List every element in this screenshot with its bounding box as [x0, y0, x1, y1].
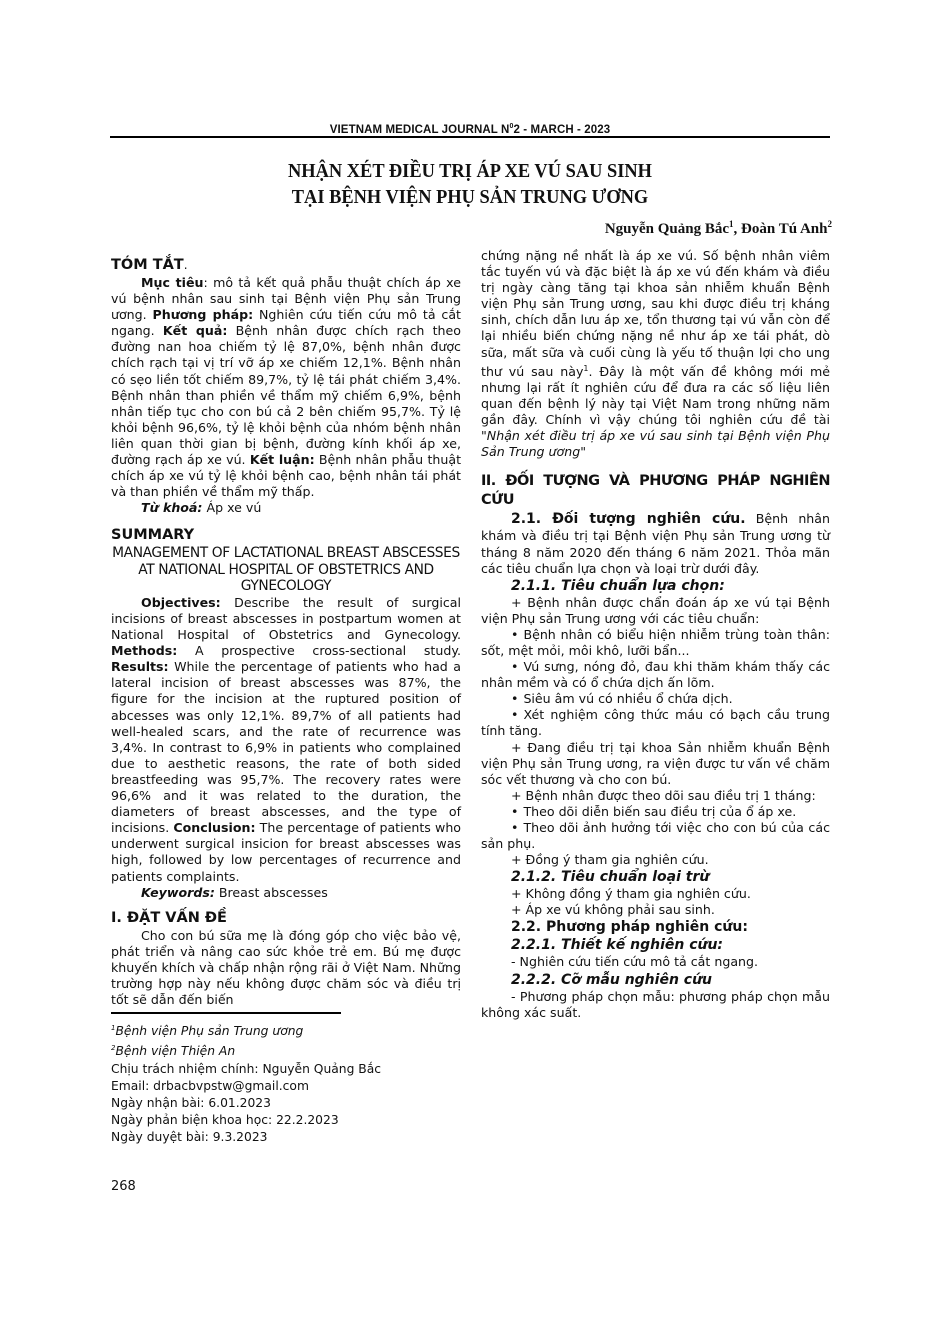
- title-line-2: TẠI BỆNH VIỆN PHỤ SẢN TRUNG ƯƠNG: [291, 186, 649, 208]
- date-accepted: Ngày duyệt bài: 9.3.2023: [111, 1130, 268, 1145]
- author-1: Nguyễn Quảng Bắc: [604, 221, 730, 237]
- section-2-1-1-heading: 2.1.1. Tiêu chuẩn lựa chọn:: [511, 577, 725, 594]
- date-reviewed: Ngày phản biện khoa học: 22.2.2023: [111, 1113, 339, 1128]
- inclusion-item: • Vú sưng, nóng đỏ, đau khi thăm khám thấy các nhân mềm và có ổ chứa dịch ấn lõm.: [481, 659, 830, 691]
- section-2-1: 2.1. Đối tượng nghiên cứu. Bệnh nhân khám và điều trị tại Bệnh viện Phụ sản Trung ương từ tháng 8 năm 2020 đến tháng 6 năm 2021. Thỏa mãn các tiêu chuẩn lựa chọn và loại trừ dưới đây.: [481, 511, 830, 576]
- journal-name: VIETNAM MEDICAL JOURNAL N: [329, 123, 510, 136]
- abstract-vi-body: Mục tiêu: mô tả kết quả phẫu thuật chích áp xe vú bệnh nhân sau sinh tại Bệnh viện Phụ sản Trung ương. Phương pháp: Nghiên cứu tiến cứu mô tả cắt ngang. Kết quả: Bệnh nhân được chích rạch theo đường nan hoa chiếm tỷ lệ 87,0%, bệnh nhân được chích rạch tại vị trí vỡ áp xe chiếm 12,1%. Bệnh nhân có sẹo liền tốt chiếm 89,7%, tỷ lệ tái phát chiếm 3,4%. Bệnh nhân than phiền về thẩm mỹ chiếm 6,9%, bệnh nhân tiếp tục cho con bú cả 2 bên chiếm 95,7%. Tỷ lệ khỏi bệnh 96,6%, tỷ lệ khỏi bệnh của nhóm bệnh nhân liên quan thời gian bị bệnh, đường kính khối áp xe, đường rạch áp xe vú. Kết luận: Bệnh nhân phẫu thuật chích áp xe vú tỷ lệ khỏi bệnh cao, bệnh nhân tái phát và than phiền về thẩm mỹ thấp.: [111, 275, 462, 500]
- issue-superscript: 0: [509, 123, 514, 130]
- exclusion-item: + Không đồng ý tham gia nghiên cứu.: [511, 886, 751, 902]
- objective-label: Mục tiêu: [141, 275, 204, 290]
- article-title: [139, 158, 801, 210]
- section-2-2-1-text: - Nghiên cứu tiến cứu mô tả cắt ngang.: [511, 954, 759, 970]
- right-column: [481, 248, 830, 1021]
- author-list: Nguyễn Quảng Bắc$^1$, Đoàn Tú Anh$^2$: [604, 219, 832, 237]
- author-2: Đoàn Tú Anh: [741, 221, 828, 237]
- methods-label: Phương pháp:: [152, 307, 254, 323]
- section-2-2-2-heading: 2.2.2. Cỡ mẫu nghiên cứu: [511, 971, 713, 988]
- page-number: 268: [111, 1179, 136, 1194]
- inclusion-item: • Theo dõi diễn biến sau điều trị của ổ áp xe.: [481, 804, 830, 820]
- running-header: [110, 123, 830, 136]
- date-received: Ngày nhận bài: 6.01.2023: [111, 1096, 271, 1110]
- exclusion-item: + Áp xe vú không phải sau sinh.: [511, 902, 715, 918]
- summary-title: MANAGEMENT OF LACTATIONAL BREAST ABSCESSES AT NATIONAL HOSPITAL OF OBSTETRICS AND GYNECOLOGY: [112, 545, 460, 595]
- section-2-2-heading: 2.2. Phương pháp nghiên cứu:: [511, 919, 748, 936]
- keywords-vi: Từ khoá: Áp xe vú: [141, 500, 262, 516]
- affiliation-1: $^1$Bệnh viện Phụ sản Trung ương: [111, 1024, 304, 1039]
- section-2-2-1-heading: 2.2.1. Thiết kế nghiên cứu:: [511, 937, 724, 954]
- section-1-para-left: Cho con bú sữa mẹ là đóng góp cho việc bảo vệ, phát triển và nâng cao sức khỏe trẻ em. Bú mẹ được khuyến khích và chấp nhận rộng rãi ở Việt Nam. Những trường hợp này nếu không được chăm sóc và điều trị tốt sẽ dẫn đến biến: [111, 927, 461, 1008]
- conclusion-label: Kết luận:: [249, 452, 315, 468]
- section-2-2-2-text: - Phương pháp chọn mẫu: phương pháp chọn mẫu không xác suất.: [481, 988, 830, 1020]
- inclusion-item: + Bệnh nhân được chẩn đoán áp xe vú tại Bệnh viện Phụ sản Trung ương với các tiêu chuẩn:: [481, 594, 830, 626]
- results-label: Kết quả:: [162, 323, 228, 339]
- footnote-rule: [111, 1012, 341, 1014]
- study-title-quote: "Nhận xét điều trị áp xe vú sau sinh tại Bệnh viện Phụ Sản Trung ương": [481, 428, 830, 460]
- inclusion-item: + Đang điều trị tại khoa Sản nhiễm khuẩn Bệnh viện Phụ sản Trung ương, ra viện được tư vấn về chăm sóc vết thương và cho con bú.: [481, 739, 830, 787]
- abstract-vi-heading: TÓM TẮT.: [111, 257, 188, 273]
- inclusion-item: • Theo dõi ảnh hưởng tới việc cho con bú của các sản phụ.: [481, 820, 830, 852]
- issue-date: 2 - MARCH - 2023: [513, 123, 611, 136]
- title-line-1: NHẬN XÉT ĐIỀU TRỊ ÁP XE VÚ SAU SINH: [287, 160, 653, 182]
- summary-body: Objectives: Describe the result of surgical incisions of breast abscesses in postpartum women at National Hospital of Obstetrics and Gynecology. Methods: A prospective cross-sectional study. Results: While the percentage of patients who had a lateral incision of breast abscesses was 87%, the figure for the incision at the ruptured position of abcesses was only 12,1%. 89,7% of all patients had well-healed scars, and the rate of recurrence was 3,4%. In contrast to 6,9% in patients who complained due to aesthetic reasons, the rate of both sided breastfeeding was 95,7%. The recovery rates were 96,6% and it was related to the duration, the diameters of breast abscesses, and the type of incisions. Conclusion: The percentage of patients who underwent surgical insicion for breast abscesses was high, followed by low percentages of recurrence and patients complaints.: [111, 594, 462, 884]
- section-1-heading: I. ĐẶT VẤN ĐỀ: [111, 909, 227, 926]
- author-2-affiliation: 2: [827, 219, 832, 229]
- summary-heading: SUMMARY: [111, 527, 195, 544]
- section-2-heading: II. ĐỐI TƯỢNG VÀ PHƯƠNG PHÁP NGHIÊN CỨU: [481, 473, 830, 509]
- corresponding-author: Chịu trách nhiệm chính: Nguyễn Quảng Bắc: [111, 1061, 382, 1076]
- header-rule: [110, 136, 830, 138]
- keywords-en: Keywords: Breast abscesses: [141, 884, 328, 900]
- section-2-1-2-heading: 2.1.2. Tiêu chuẩn loại trừ: [511, 869, 710, 886]
- reference-1: 1: [583, 363, 589, 373]
- inclusion-item: + Đồng ý tham gia nghiên cứu.: [511, 852, 709, 868]
- affiliation-2: $^2$Bệnh viện Thiện An: [111, 1044, 236, 1059]
- left-column: [111, 256, 461, 1008]
- footnotes: [111, 1020, 461, 1147]
- inclusion-item: • Siêu âm vú có nhiều ổ chứa dịch.: [481, 691, 830, 707]
- inclusion-item: + Bệnh nhân được theo dõi sau điều trị 1 tháng:: [511, 787, 816, 803]
- section-1-para-right: chứng nặng nề nhất là áp xe vú. Số bệnh nhân viêm tắc tuyến vú và đặc biệt là áp xe vú đến khám và điều trị ngày càng tăng tại khoa sản nhiễm khuẩn Bệnh viện Phụ sản Trung ương, sau khi được điều trị kháng sinh, chích dẫn lưu áp xe, tổn thương tại vú vẫn còn để lại nhiều biến chứng nặng nề như áp xe tái phát, dò sữa, mất sữa và cuối cùng là yếu tố thuận lợi cho ung thư vú sau này$^1$. Đây là một vấn đề không mới mẻ nhưng lại rất ít nghiên cứu để đưa ra các số liệu liên quan đến bệnh lý này tại Việt Nam trong những năm gần đây. Chính vì vậy chúng tôi nghiên cứu đề tài "Nhận xét điều trị áp xe vú sau sinh tại Bệnh viện Phụ Sản Trung ương": [481, 248, 830, 460]
- inclusion-item: • Xét nghiệm công thức máu có bạch cầu trung tính tăng.: [481, 707, 830, 739]
- author-1-affiliation: 1: [729, 219, 734, 229]
- inclusion-item: • Bệnh nhân có biểu hiện nhiễm trùng toàn thân: sốt, mệt mỏi, môi khô, lưỡi bẩn...: [481, 627, 830, 659]
- email: Email: drbacbvpstw@gmail.com: [111, 1078, 309, 1093]
